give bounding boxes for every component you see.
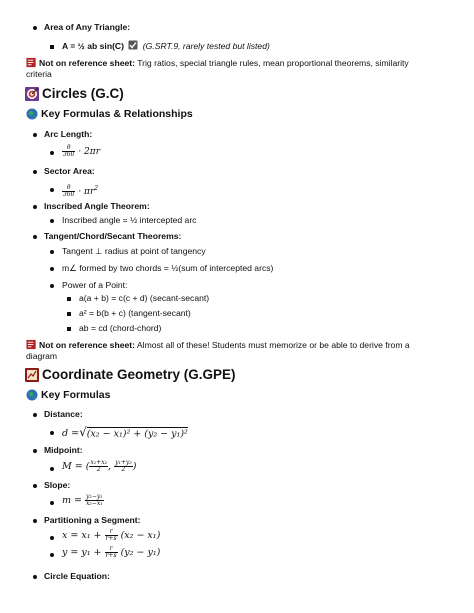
power-rule-3: ab = cd (chord-chord) [79,323,162,333]
bullet [50,151,54,155]
note-line [39,58,409,69]
slope-formula [62,492,104,510]
partition-y-rest: (y₂ − y₁) [120,547,161,558]
bullet [50,219,54,223]
fraction: $\frac{r}{r+s}$ [105,544,117,559]
sqrt-symbol: √ [79,425,87,439]
arc-length-formula [62,143,100,161]
fraction: $\frac{\text{y₁+y₂}}{2}$ [115,458,132,473]
bullet [33,235,37,239]
circles-title: Circles (G.C) [42,86,124,101]
fraction: $\frac{\theta}{360}$ [63,183,75,198]
globe-icon [26,389,38,401]
note-continuation: diagram [26,351,58,361]
partition-y-lhs: y = y₁ + [62,547,102,558]
bullet [50,45,54,49]
chart-icon [25,368,39,382]
bullet [33,484,37,488]
partition-x-rest: (x₂ − x₁) [120,530,161,541]
inscribed-angle-label: Inscribed Angle Theorem: [44,201,150,211]
note-label: Not on reference sheet: [39,340,135,350]
triangle-heading: Area of Any Triangle: [44,22,131,32]
sector-rest: · πr [78,187,95,197]
triangle-formula: A = ½ ab sin(C) [62,41,124,51]
slope-lhs: m = [62,495,82,506]
midpoint-sep: , [108,461,112,472]
triangle-formula-line [62,40,270,52]
bullet [50,267,54,271]
arc-length-label: Arc Length: [44,129,93,139]
exponent: 2 [94,185,99,192]
bullet [67,297,71,301]
bullet [33,519,37,523]
memo-icon [26,339,37,350]
distance-label: Distance: [44,409,83,419]
bullet [50,431,54,435]
fraction: $\frac{r}{r+s}$ [105,527,117,542]
bullet [33,449,37,453]
midpoint-formula [62,458,136,476]
bullet [50,188,54,192]
arc-rest: · 2πr [78,147,100,157]
power-rule-2: a² = b(b + c) (tangent-secant) [79,308,191,318]
fraction: $\frac{\text{y₂−y₁}}{\text{x₂−x₁}}$ [86,492,103,507]
tangent-rule-1: Tangent ⊥ radius at point of tangency [62,246,206,256]
bullet [50,284,54,288]
note-text: Trig ratios, special triangle rules, mean proportional theorems, similarity [137,58,409,68]
bullet [33,170,37,174]
midpoint-label: Midpoint: [44,445,83,455]
coordinate-title: Coordinate Geometry (G.GPE) [42,367,236,382]
tangent-rule-2: m∠ formed by two chords = ½(sum of intercepted arcs) [62,263,274,273]
bullet [50,467,54,471]
coordinate-subtitle: Key Formulas [41,389,111,401]
midpoint-rhs: ) [132,461,137,472]
checkbox-icon [128,40,138,50]
partition-y-formula [62,544,160,562]
bullet [33,413,37,417]
memo-icon [26,57,37,68]
bullet [33,205,37,209]
bullet [50,536,54,540]
bullet [50,250,54,254]
tangent-label: Tangent/Chord/Secant Theorems: [44,231,182,241]
bullet [33,133,37,137]
power-of-point-label: Power of a Point: [62,280,128,290]
bullet [67,327,71,331]
note-label: Not on reference sheet: [39,58,135,68]
note-line [39,340,410,351]
midpoint-lhs: M = ( [62,461,90,472]
distance-formula [62,424,188,442]
bullet [33,575,37,579]
partition-x-formula [62,527,160,545]
power-rule-1: a(a + b) = c(c + d) (secant-secant) [79,293,210,303]
sector-area-formula [62,180,98,201]
distance-radicand: (x₂ − x₁)² + (y₂ − y₁)² [86,428,188,439]
inscribed-angle-text: Inscribed angle = ½ intercepted arc [62,215,197,225]
note-text: Almost all of these! Students must memorize or be able to derive from a [136,340,410,350]
note-continuation: criteria [26,69,52,79]
distance-lhs: d = [62,428,80,439]
bullet [67,312,71,316]
fraction: $\frac{\theta}{360}$ [63,143,75,158]
circles-subtitle: Key Formulas & Relationships [41,108,193,120]
globe-icon [26,108,38,120]
bullet [50,501,54,505]
fraction: $\frac{\text{x₁+x₂}}{2}$ [90,458,108,473]
slope-label: Slope: [44,480,71,490]
circle-equation-label: Circle Equation: [44,571,110,581]
bullet [33,26,37,30]
dart-target-icon [25,87,39,101]
bullet [50,553,54,557]
sector-area-label: Sector Area: [44,166,95,176]
triangle-note: (G.SRT.9, rarely tested but listed) [142,41,270,51]
partition-x-lhs: x = x₁ + [62,530,102,541]
partition-label: Partitioning a Segment: [44,515,141,525]
